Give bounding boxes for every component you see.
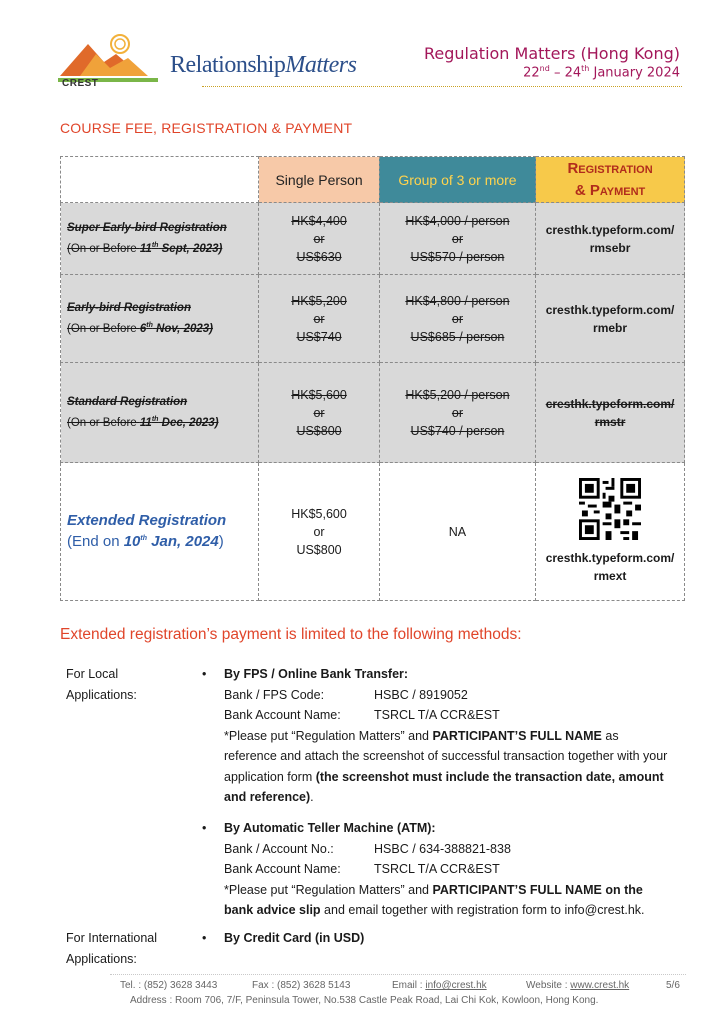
fps-method bbox=[202, 664, 672, 808]
fps-heading: By FPS / Online Bank Transfer: bbox=[224, 667, 409, 681]
registration-type-extended: Extended Registration (End on 10th Jan, 2024) bbox=[61, 463, 259, 601]
fps-code-row: Bank / FPS Code: HSBC / 8919052 bbox=[224, 687, 468, 702]
event-date: 22nd – 24th January 2024 bbox=[523, 64, 680, 81]
table-row-extended bbox=[61, 463, 685, 601]
single-price: HK$4,400 or US$630 bbox=[259, 203, 380, 275]
table-header-row bbox=[61, 157, 685, 203]
atm-account-name-row: Bank Account Name: TSRCL T/A CCR&EST bbox=[224, 862, 500, 876]
header-divider bbox=[202, 86, 682, 87]
crest-logo-text: CREST bbox=[62, 78, 99, 89]
credit-card-heading: By Credit Card (in USD) bbox=[224, 931, 365, 945]
group-price: HK$5,200 / person or US$740 / person bbox=[379, 363, 535, 463]
atm-account-row: Bank / Account No.: HSBC / 634-388821-838 bbox=[224, 841, 511, 856]
footer-divider bbox=[110, 974, 686, 975]
fps-account-name-row: Bank Account Name: TSRCL T/A CCR&EST bbox=[224, 708, 500, 722]
group-price: NA bbox=[379, 463, 535, 601]
single-price: HK$5,200 or US$740 bbox=[259, 275, 380, 363]
header-group: Group of 3 or more bbox=[379, 157, 535, 203]
registration-link[interactable]: cresthk.typeform.com/ rmstr bbox=[536, 363, 685, 463]
header-blank-cell bbox=[61, 157, 259, 203]
atm-method bbox=[202, 818, 672, 921]
email-link[interactable]: info@crest.hk bbox=[425, 980, 487, 991]
qr-code-icon bbox=[579, 478, 641, 540]
header-single-person: Single Person bbox=[259, 157, 380, 203]
table-row bbox=[61, 203, 685, 275]
registration-type: Early-bird Registration (On or Before 6th Nov, 2023) bbox=[61, 275, 259, 363]
event-title: Regulation Matters (Hong Kong) bbox=[424, 44, 680, 63]
footer-fax: Fax : (852) 3628 5143 bbox=[252, 980, 351, 991]
single-price: HK$5,600 or US$800 bbox=[259, 463, 380, 601]
local-applications-label: For Local Applications: bbox=[66, 667, 137, 702]
footer-address: Address : Room 706, 7/F, Peninsula Tower, No.538 Castle Peak Road, Lai Chi Kok, Kowloon, Hong Kong. bbox=[130, 995, 599, 1006]
bullet-icon: • bbox=[202, 931, 207, 945]
section-title: COURSE FEE, REGISTRATION & PAYMENT bbox=[60, 120, 353, 136]
bullet-icon: • bbox=[202, 821, 207, 835]
group-price: HK$4,800 / person or US$685 / person bbox=[379, 275, 535, 363]
registration-link[interactable]: cresthk.typeform.com/ rmebr bbox=[536, 275, 685, 363]
fee-table bbox=[60, 156, 685, 601]
fps-note: *Please put “Regulation Matters” and PARTICIPANT’S FULL NAME as reference and attach the screenshot of successful transaction together with your application form (the screenshot must include the transaction date, amount and reference). bbox=[224, 728, 668, 804]
credit-card-method bbox=[202, 928, 672, 949]
header-registration-payment: Registration & Payment bbox=[536, 157, 685, 203]
atm-heading: By Automatic Teller Machine (ATM): bbox=[224, 821, 436, 835]
registration-type: Standard Registration (On or Before 11th Dec, 2023) bbox=[61, 363, 259, 463]
registration-type: Super Early-bird Registration (On or Before 11th Sept, 2023) bbox=[61, 203, 259, 275]
footer-email: Email : info@crest.hk bbox=[392, 980, 487, 991]
atm-note: *Please put “Regulation Matters” and PARTICIPANT’S FULL NAME on the bank advice slip and email together with registration form to info@crest.hk. bbox=[224, 882, 645, 917]
page-number: 5/6 bbox=[666, 980, 680, 991]
registration-link[interactable]: cresthk.typeform.com/ rmsebr bbox=[536, 203, 685, 275]
website-link[interactable]: www.crest.hk bbox=[570, 980, 630, 991]
table-row bbox=[61, 275, 685, 363]
single-price: HK$5,600 or US$800 bbox=[259, 363, 380, 463]
table-row bbox=[61, 363, 685, 463]
international-applications-label: For International Applications: bbox=[66, 931, 158, 966]
relationship-matters-logo: RelationshipMatters bbox=[170, 52, 357, 78]
payment-methods-title: Extended registration’s payment is limited to the following methods: bbox=[60, 626, 522, 643]
group-price: HK$4,000 / person or US$570 / person bbox=[379, 203, 535, 275]
registration-link[interactable]: cresthk.typeform.com/ rmext bbox=[536, 463, 685, 601]
footer-tel: Tel. : (852) 3628 3443 bbox=[120, 980, 218, 991]
page-header bbox=[0, 0, 724, 100]
footer-website: Website : www.crest.hk bbox=[526, 980, 630, 991]
bullet-icon: • bbox=[202, 667, 207, 681]
